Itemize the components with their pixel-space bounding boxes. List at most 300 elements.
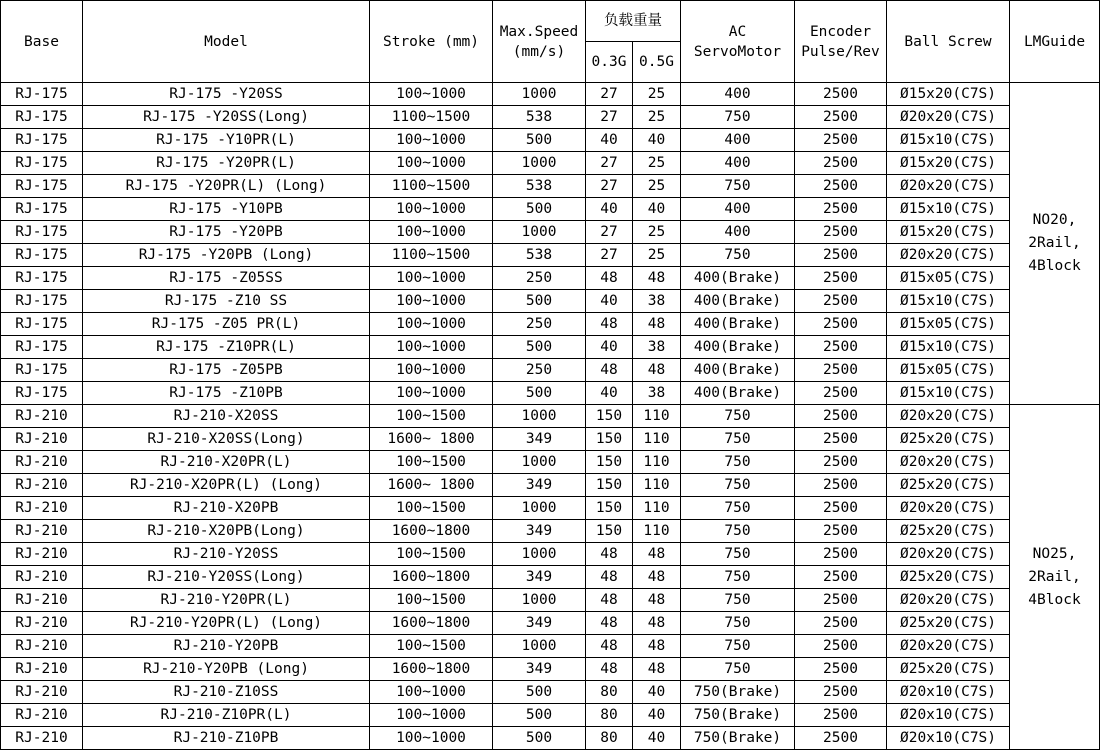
cell-load-03g: 80 [586,681,633,704]
cell-servo-motor: 750 [681,106,795,129]
cell-stroke: 1600~1800 [370,658,493,681]
cell-stroke: 100~1000 [370,83,493,106]
cell-max-speed: 349 [493,428,586,451]
cell-load-03g: 48 [586,612,633,635]
cell-ball-screw: Ø25x20(C7S) [887,658,1010,681]
cell-load-05g: 25 [633,152,681,175]
cell-load-05g: 25 [633,244,681,267]
cell-load-03g: 27 [586,244,633,267]
table-row [1,382,1100,405]
cell-stroke: 100~1500 [370,405,493,428]
header-encoder-line1: Encoder [809,23,872,40]
cell-load-03g: 48 [586,267,633,290]
cell-stroke: 100~1000 [370,290,493,313]
cell-encoder: 2500 [795,612,887,635]
cell-encoder: 2500 [795,658,887,681]
table-row [1,497,1100,520]
cell-load-03g: 150 [586,451,633,474]
table-row [1,727,1100,750]
cell-load-03g: 48 [586,313,633,336]
lm-guide-line: 4Block [1028,258,1081,274]
cell-model: RJ-210-Y20PB [83,635,370,658]
cell-servo-motor: 750 [681,175,795,198]
cell-max-speed: 1000 [493,152,586,175]
cell-servo-motor: 400 [681,152,795,175]
cell-base: RJ-210 [1,681,83,704]
header-ball-screw: Ball Screw [887,1,1010,83]
cell-stroke: 100~1000 [370,267,493,290]
cell-base: RJ-175 [1,336,83,359]
cell-stroke: 1600~ 1800 [370,474,493,497]
cell-stroke: 100~1000 [370,359,493,382]
cell-encoder: 2500 [795,336,887,359]
cell-encoder: 2500 [795,589,887,612]
table-row [1,106,1100,129]
lm-guide-line: NO25, [1032,545,1077,562]
cell-max-speed: 500 [493,727,586,750]
table-row [1,198,1100,221]
cell-base: RJ-175 [1,244,83,267]
cell-stroke: 1600~1800 [370,520,493,543]
cell-load-05g: 48 [633,612,681,635]
cell-servo-motor: 750 [681,543,795,566]
cell-load-03g: 48 [586,658,633,681]
cell-stroke: 100~1000 [370,152,493,175]
table-row [1,681,1100,704]
cell-load-03g: 40 [586,198,633,221]
cell-max-speed: 500 [493,129,586,152]
header-lm-guide: LMGuide [1010,1,1100,83]
table-row [1,175,1100,198]
table-body [1,83,1100,750]
cell-stroke: 100~1000 [370,382,493,405]
cell-base: RJ-175 [1,83,83,106]
cell-max-speed: 1000 [493,497,586,520]
cell-stroke: 100~1000 [370,221,493,244]
cell-encoder: 2500 [795,681,887,704]
cell-encoder: 2500 [795,359,887,382]
cell-load-05g: 38 [633,382,681,405]
table-row [1,267,1100,290]
cell-base: RJ-175 [1,221,83,244]
cell-stroke: 1600~ 1800 [370,428,493,451]
cell-model: RJ-175 -Z10PB [83,382,370,405]
cell-base: RJ-175 [1,198,83,221]
table-row [1,520,1100,543]
cell-base: RJ-210 [1,543,83,566]
cell-servo-motor: 750(Brake) [681,727,795,750]
cell-base: RJ-210 [1,589,83,612]
cell-servo-motor: 400 [681,198,795,221]
cell-encoder: 2500 [795,83,887,106]
cell-ball-screw: Ø15x10(C7S) [887,336,1010,359]
cell-servo-motor: 750 [681,566,795,589]
table-row [1,543,1100,566]
cell-load-03g: 48 [586,566,633,589]
cell-servo-motor: 400(Brake) [681,313,795,336]
cell-servo-motor: 750 [681,405,795,428]
cell-base: RJ-175 [1,313,83,336]
table-row [1,451,1100,474]
cell-servo-motor: 400(Brake) [681,336,795,359]
cell-ball-screw: Ø15x05(C7S) [887,359,1010,382]
cell-model: RJ-210-Y20SS(Long) [83,566,370,589]
cell-servo-motor: 750 [681,612,795,635]
cell-max-speed: 250 [493,359,586,382]
cell-base: RJ-210 [1,497,83,520]
cell-encoder: 2500 [795,152,887,175]
cell-stroke: 100~1500 [370,589,493,612]
cell-model: RJ-175 -Z10 SS [83,290,370,313]
cell-encoder: 2500 [795,221,887,244]
cell-ball-screw: Ø20x20(C7S) [887,405,1010,428]
cell-servo-motor: 750 [681,635,795,658]
cell-stroke: 100~1500 [370,635,493,658]
cell-max-speed: 538 [493,244,586,267]
table-row [1,704,1100,727]
lm-guide-line: 2Rail, [1028,235,1081,251]
cell-model: RJ-175 -Y20PR(L) (Long) [83,175,370,198]
cell-servo-motor: 750(Brake) [681,704,795,727]
cell-base: RJ-210 [1,451,83,474]
header-max-speed-line2: (mm/s) [512,43,566,60]
cell-load-05g: 110 [633,428,681,451]
cell-model: RJ-175 -Z05 PR(L) [83,313,370,336]
cell-model: RJ-210-X20PB [83,497,370,520]
cell-model: RJ-175 -Z05PB [83,359,370,382]
cell-base: RJ-175 [1,382,83,405]
cell-base: RJ-175 [1,129,83,152]
header-servo-motor-line1: AC [728,23,747,40]
cell-ball-screw: Ø20x20(C7S) [887,175,1010,198]
cell-model: RJ-210-Y20SS [83,543,370,566]
cell-base: RJ-210 [1,727,83,750]
cell-load-03g: 150 [586,474,633,497]
cell-ball-screw: Ø25x20(C7S) [887,612,1010,635]
cell-max-speed: 500 [493,290,586,313]
cell-servo-motor: 750 [681,244,795,267]
table-row [1,244,1100,267]
cell-load-03g: 48 [586,589,633,612]
cell-ball-screw: Ø20x10(C7S) [887,727,1010,750]
cell-max-speed: 1000 [493,83,586,106]
header-load-03g: 0.3G [586,42,633,83]
cell-encoder: 2500 [795,566,887,589]
table-row [1,290,1100,313]
cell-ball-screw: Ø25x20(C7S) [887,520,1010,543]
cell-max-speed: 538 [493,175,586,198]
cell-encoder: 2500 [795,474,887,497]
header-max-speed-line1: Max.Speed [499,23,579,40]
cell-model: RJ-210-X20PR(L) [83,451,370,474]
cell-model: RJ-175 -Z10PR(L) [83,336,370,359]
cell-load-05g: 110 [633,497,681,520]
table-row [1,313,1100,336]
cell-encoder: 2500 [795,497,887,520]
cell-encoder: 2500 [795,405,887,428]
lm-guide-line: NO20, [1032,212,1077,228]
cell-base: RJ-175 [1,359,83,382]
cell-base: RJ-210 [1,612,83,635]
cell-model: RJ-175 -Y20PB [83,221,370,244]
cell-model: RJ-175 -Y20SS(Long) [83,106,370,129]
cell-load-05g: 48 [633,589,681,612]
cell-load-05g: 48 [633,543,681,566]
cell-load-03g: 150 [586,497,633,520]
cell-stroke: 1100~1500 [370,175,493,198]
table-row [1,658,1100,681]
cell-max-speed: 250 [493,267,586,290]
cell-base: RJ-175 [1,175,83,198]
cell-encoder: 2500 [795,198,887,221]
table-row [1,83,1100,106]
header-base: Base [1,1,83,83]
cell-load-05g: 25 [633,221,681,244]
cell-max-speed: 1000 [493,405,586,428]
cell-stroke: 100~1500 [370,497,493,520]
cell-load-03g: 27 [586,175,633,198]
cell-ball-screw: Ø15x05(C7S) [887,313,1010,336]
cell-servo-motor: 400(Brake) [681,267,795,290]
cell-model: RJ-210-X20PB(Long) [83,520,370,543]
cell-base: RJ-210 [1,474,83,497]
cell-stroke: 1600~1800 [370,566,493,589]
header-load-05g: 0.5G [633,42,681,83]
cell-servo-motor: 400(Brake) [681,359,795,382]
cell-load-05g: 110 [633,474,681,497]
cell-max-speed: 250 [493,313,586,336]
cell-max-speed: 500 [493,704,586,727]
cell-load-03g: 27 [586,106,633,129]
cell-ball-screw: Ø20x20(C7S) [887,451,1010,474]
cell-stroke: 100~1000 [370,313,493,336]
cell-encoder: 2500 [795,106,887,129]
table-row [1,221,1100,244]
header-stroke: Stroke (mm) [370,1,493,83]
cell-encoder: 2500 [795,175,887,198]
table-row [1,428,1100,451]
cell-servo-motor: 400 [681,221,795,244]
cell-encoder: 2500 [795,290,887,313]
cell-model: RJ-210-Z10SS [83,681,370,704]
cell-ball-screw: Ø15x10(C7S) [887,382,1010,405]
cell-servo-motor: 750 [681,451,795,474]
cell-stroke: 100~1000 [370,704,493,727]
header-servo-motor-line2: ServoMotor [693,43,782,60]
cell-stroke: 100~1000 [370,129,493,152]
cell-encoder: 2500 [795,129,887,152]
cell-load-03g: 27 [586,221,633,244]
cell-model: RJ-210-Z10PB [83,727,370,750]
cell-max-speed: 349 [493,566,586,589]
cell-load-03g: 40 [586,290,633,313]
cell-load-05g: 38 [633,336,681,359]
cell-base: RJ-175 [1,290,83,313]
cell-servo-motor: 750 [681,474,795,497]
cell-encoder: 2500 [795,428,887,451]
cell-ball-screw: Ø20x20(C7S) [887,635,1010,658]
cell-max-speed: 1000 [493,221,586,244]
cell-ball-screw: Ø20x20(C7S) [887,106,1010,129]
cell-stroke: 100~1500 [370,543,493,566]
header-load-weight: 负载重量 [586,1,681,42]
cell-model: RJ-210-Y20PB (Long) [83,658,370,681]
cell-servo-motor: 400(Brake) [681,382,795,405]
cell-model: RJ-210-Z10PR(L) [83,704,370,727]
cell-max-speed: 500 [493,336,586,359]
cell-stroke: 100~1000 [370,198,493,221]
table-row [1,635,1100,658]
cell-ball-screw: Ø15x20(C7S) [887,152,1010,175]
cell-ball-screw: Ø15x20(C7S) [887,83,1010,106]
cell-load-05g: 25 [633,106,681,129]
cell-stroke: 1100~1500 [370,244,493,267]
cell-max-speed: 1000 [493,589,586,612]
cell-servo-motor: 400(Brake) [681,290,795,313]
cell-base: RJ-175 [1,106,83,129]
cell-load-03g: 40 [586,336,633,359]
cell-model: RJ-175 -Y10PB [83,198,370,221]
table-row [1,129,1100,152]
cell-model: RJ-175 -Y20PR(L) [83,152,370,175]
table-row [1,566,1100,589]
header-encoder-line2: Pulse/Rev [801,43,880,60]
table-row [1,152,1100,175]
cell-ball-screw: Ø20x10(C7S) [887,704,1010,727]
cell-base: RJ-210 [1,704,83,727]
cell-base: RJ-210 [1,405,83,428]
cell-ball-screw: Ø15x20(C7S) [887,221,1010,244]
cell-encoder: 2500 [795,635,887,658]
cell-encoder: 2500 [795,382,887,405]
cell-encoder: 2500 [795,727,887,750]
table-row [1,589,1100,612]
cell-base: RJ-210 [1,566,83,589]
cell-ball-screw: Ø15x10(C7S) [887,290,1010,313]
cell-servo-motor: 750 [681,589,795,612]
cell-ball-screw: Ø20x20(C7S) [887,497,1010,520]
cell-load-03g: 48 [586,359,633,382]
cell-base: RJ-210 [1,520,83,543]
cell-servo-motor: 750 [681,658,795,681]
cell-stroke: 100~1000 [370,681,493,704]
cell-stroke: 1100~1500 [370,106,493,129]
table-row [1,359,1100,382]
cell-model: RJ-210-Y20PR(L) [83,589,370,612]
cell-ball-screw: Ø15x05(C7S) [887,267,1010,290]
cell-ball-screw: Ø15x10(C7S) [887,198,1010,221]
cell-load-03g: 40 [586,129,633,152]
cell-max-speed: 500 [493,681,586,704]
cell-load-03g: 150 [586,428,633,451]
cell-load-05g: 25 [633,175,681,198]
cell-max-speed: 1000 [493,543,586,566]
cell-max-speed: 538 [493,106,586,129]
cell-base: RJ-210 [1,428,83,451]
cell-load-03g: 48 [586,635,633,658]
cell-load-05g: 110 [633,405,681,428]
cell-max-speed: 500 [493,198,586,221]
cell-load-05g: 25 [633,83,681,106]
cell-encoder: 2500 [795,267,887,290]
cell-max-speed: 1000 [493,635,586,658]
cell-ball-screw: Ø25x20(C7S) [887,566,1010,589]
cell-base: RJ-210 [1,635,83,658]
cell-load-05g: 110 [633,451,681,474]
cell-max-speed: 500 [493,382,586,405]
header-max-speed [493,1,586,83]
cell-max-speed: 1000 [493,451,586,474]
cell-encoder: 2500 [795,543,887,566]
cell-max-speed: 349 [493,612,586,635]
cell-load-05g: 40 [633,198,681,221]
cell-stroke: 100~1000 [370,336,493,359]
table-row [1,336,1100,359]
cell-load-03g: 27 [586,152,633,175]
cell-encoder: 2500 [795,704,887,727]
table-row [1,474,1100,497]
cell-servo-motor: 750 [681,428,795,451]
cell-max-speed: 349 [493,658,586,681]
cell-load-05g: 40 [633,727,681,750]
cell-ball-screw: Ø25x20(C7S) [887,474,1010,497]
cell-load-05g: 38 [633,290,681,313]
cell-ball-screw: Ø20x20(C7S) [887,244,1010,267]
cell-servo-motor: 750 [681,520,795,543]
cell-load-03g: 80 [586,727,633,750]
header-servo-motor [681,1,795,83]
cell-base: RJ-175 [1,152,83,175]
cell-stroke: 100~1000 [370,727,493,750]
cell-load-05g: 110 [633,520,681,543]
table-row [1,612,1100,635]
cell-load-03g: 40 [586,382,633,405]
cell-load-03g: 48 [586,543,633,566]
cell-model: RJ-210-X20SS(Long) [83,428,370,451]
cell-load-05g: 48 [633,313,681,336]
cell-base: RJ-210 [1,658,83,681]
cell-max-speed: 349 [493,520,586,543]
cell-load-05g: 40 [633,704,681,727]
cell-ball-screw: Ø15x10(C7S) [887,129,1010,152]
cell-load-05g: 48 [633,566,681,589]
cell-model: RJ-175 -Y10PR(L) [83,129,370,152]
cell-stroke: 1600~1800 [370,612,493,635]
cell-servo-motor: 750 [681,497,795,520]
cell-servo-motor: 750(Brake) [681,681,795,704]
cell-load-05g: 40 [633,129,681,152]
cell-ball-screw: Ø20x20(C7S) [887,543,1010,566]
cell-load-05g: 48 [633,658,681,681]
cell-load-03g: 150 [586,520,633,543]
cell-stroke: 100~1500 [370,451,493,474]
cell-model: RJ-210-X20PR(L) (Long) [83,474,370,497]
cell-servo-motor: 400 [681,83,795,106]
cell-encoder: 2500 [795,313,887,336]
cell-load-05g: 48 [633,267,681,290]
cell-load-03g: 150 [586,405,633,428]
table-row [1,405,1100,428]
cell-ball-screw: Ø20x20(C7S) [887,589,1010,612]
cell-load-03g: 27 [586,83,633,106]
header-encoder [795,1,887,83]
cell-load-03g: 80 [586,704,633,727]
cell-load-05g: 48 [633,359,681,382]
cell-model: RJ-210-Y20PR(L) (Long) [83,612,370,635]
cell-lm-guide [1010,83,1100,405]
cell-encoder: 2500 [795,451,887,474]
cell-model: RJ-175 -Z05SS [83,267,370,290]
